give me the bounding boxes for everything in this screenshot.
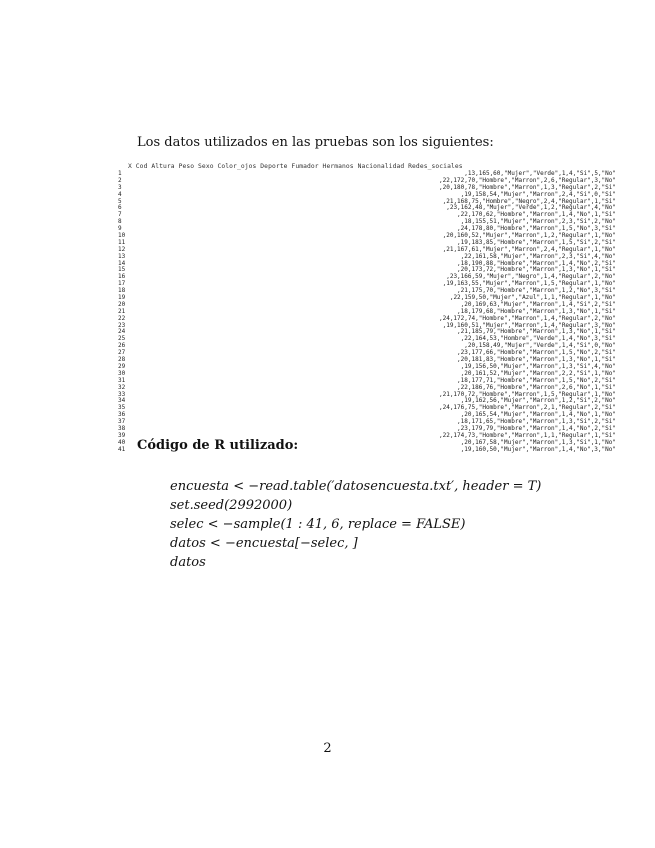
row-number: 22 [118, 314, 126, 322]
row-number: 6 [118, 204, 122, 212]
row-number: 13 [118, 252, 126, 260]
table-row: ,22,164,53,"Hombre","Verde",1,4,"No",3,"Si" [460, 335, 616, 343]
table-row: ,22,159,50,"Mujer","Azul",1,1,"Regular",1,"No" [449, 294, 616, 302]
row-number: 10 [118, 232, 126, 240]
table-row: ,20,160,52,"Mujer","Marron",1,2,"Regular",1,"No" [442, 232, 616, 240]
row-number: 21 [118, 307, 126, 315]
table-row: ,18,177,71,"Hombre","Marron",1,5,"No",2,"Si" [457, 376, 616, 384]
code-line [170, 496, 541, 515]
row-number: 29 [118, 362, 126, 370]
table-row: ,20,173,72,"Hombre","Marron",1,3,"No",1,"Si" [457, 266, 616, 274]
table-row: ,20,165,54,"Mujer","Marron",1,4,"No",1,"No" [460, 411, 616, 419]
code-rhs: read.table(′datosencuesta.txt′, header = T) [259, 479, 542, 494]
row-number: 17 [118, 280, 126, 288]
table-row: ,21,185,79,"Hombre","Marron",1,3,"No",1,"Si" [457, 328, 616, 336]
table-row: ,19,156,50,"Mujer","Marron",1,3,"Si",4,"No" [460, 362, 616, 370]
table-row: ,20,181,83,"Hombre","Marron",1,3,"No",1,"Si" [457, 356, 616, 364]
table-row: ,21,168,75,"Hombre","Negro",2,4,"Regular",1,"Si" [442, 197, 616, 205]
row-number: 30 [118, 369, 126, 377]
table-row: ,22,170,62,"Hombre","Marron",1,4,"No",1,"Si" [457, 211, 616, 219]
table-row: ,19,160,51,"Mujer","Marron",1,4,"Regular",3,"No" [442, 321, 616, 329]
code-rhs: sample(1 : 41, 6, replace = FALSE) [233, 517, 466, 532]
table-row: ,22,174,73,"Hombre","Marron",1,1,"Regular",1,"Si" [438, 431, 616, 439]
intro-paragraph: Los datos utilizados en las pruebas son los siguientes: [137, 135, 494, 150]
table-row: ,22,161,58,"Mujer","Marron",2,3,"Si",4,"No" [460, 252, 616, 260]
row-number: 32 [118, 383, 126, 391]
code-operator: < − [229, 479, 260, 494]
table-row: ,22,172,70,"Hombre","Marron",2,6,"Regular",3,"No" [438, 176, 616, 184]
table-row: ,20,161,52,"Mujer","Marron",2,2,"Si",1,"No" [460, 369, 616, 377]
table-row: ,19,163,55,"Mujer","Marron",1,5,"Regular",1,"No" [442, 280, 616, 288]
code-lhs: encuesta [170, 479, 230, 494]
row-number: 5 [118, 197, 122, 205]
code-operator: < − [205, 536, 236, 551]
code-line [170, 515, 541, 534]
row-number: 15 [118, 266, 126, 274]
table-row: ,24,178,80,"Hombre","Marron",1,5,"No",3,"Si" [457, 225, 616, 233]
row-number: 41 [118, 445, 126, 453]
code-line [170, 534, 541, 553]
table-row: ,18,155,51,"Mujer","Marron",2,3,"Si",2,"No" [460, 218, 616, 226]
code-lhs: selec [170, 517, 204, 532]
table-row: ,20,158,49,"Mujer","Verde",1,4,"Si",0,"No" [464, 342, 616, 350]
table-row: ,19,183,85,"Hombre","Marron",1,5,"Si",2,"Si" [457, 238, 616, 246]
table-header: X Cod Altura Peso Sexo Color_ojos Deporte Fumador Hermanos Nacionalidad Redes_sociales [128, 163, 463, 170]
table-row: ,21,175,70,"Hombre","Marron",1,2,"No",3,"Si" [457, 287, 616, 295]
code-line [170, 477, 541, 496]
table-row: ,20,169,63,"Mujer","Marron",1,4,"Si",2,"Si" [460, 300, 616, 308]
row-number: 3 [118, 183, 122, 191]
row-number: 33 [118, 390, 126, 398]
table-row: ,23,179,79,"Hombre","Marron",1,4,"No",2,"Si" [457, 424, 616, 432]
table-row: ,20,180,78,"Hombre","Marron",1,3,"Regular",2,"Si" [438, 183, 616, 191]
code-rhs: encuesta[−selec, ] [235, 536, 358, 551]
table-row: ,21,170,72,"Hombre","Marron",1,5,"Regular",1,"No" [438, 390, 616, 398]
row-number: 16 [118, 273, 126, 281]
row-number: 37 [118, 418, 126, 426]
table-row: ,19,162,56,"Mujer","Marron",1,2,"Si",2,"No" [460, 397, 616, 405]
row-number: 7 [118, 211, 122, 219]
table-row: ,19,158,54,"Mujer","Marron",2,4,"Si",0,"Si" [460, 190, 616, 198]
row-number: 4 [118, 190, 122, 198]
table-row: ,23,166,59,"Mujer","Negro",1,4,"Regular",2,"No" [446, 273, 616, 281]
row-number: 24 [118, 328, 126, 336]
table-row: ,22,186,76,"Hombre","Marron",2,6,"No",1,"Si" [457, 383, 616, 391]
table-row: ,23,177,66,"Hombre","Marron",1,5,"No",2,"Si" [457, 349, 616, 357]
row-number: 2 [118, 176, 122, 184]
table-row: ,18,190,88,"Hombre","Marron",1,4,"No",2,"Si" [457, 259, 616, 267]
row-number: 38 [118, 424, 126, 432]
row-number: 14 [118, 259, 126, 267]
row-number: 35 [118, 404, 126, 412]
table-row: ,23,162,48,"Mujer","Verde",1,2,"Regular",4,"No" [446, 204, 616, 212]
table-row: ,21,167,61,"Mujer","Marron",2,4,"Regular",1,"No" [442, 245, 616, 253]
row-number: 26 [118, 342, 126, 350]
code-lhs: datos [170, 555, 206, 570]
code-lhs: datos [170, 536, 206, 551]
row-number: 31 [118, 376, 126, 384]
table-row: ,18,171,65,"Hombre","Marron",1,3,"Si",2,"Si" [457, 418, 616, 426]
row-number: 28 [118, 356, 126, 364]
row-number: 25 [118, 335, 126, 343]
table-row: ,18,179,68,"Hombre","Marron",1,3,"No",1,"Si" [457, 307, 616, 315]
code-operator: < − [203, 517, 234, 532]
row-number: 11 [118, 238, 126, 246]
code-lhs: set.seed [170, 498, 225, 513]
row-number: 36 [118, 411, 126, 419]
row-number-column [118, 171, 130, 454]
row-number: 12 [118, 245, 126, 253]
row-number: 20 [118, 300, 126, 308]
code-heading: Código de R utilizado: [137, 438, 299, 453]
row-number: 39 [118, 431, 126, 439]
row-number: 18 [118, 287, 126, 295]
row-data-column [439, 171, 616, 454]
table-row: ,13,165,60,"Mujer","Verde",1,4,"Si",5,"No" [464, 170, 616, 177]
row-number: 19 [118, 294, 126, 302]
page-number: 2 [323, 741, 332, 756]
row-number: 8 [118, 218, 122, 226]
row-number: 40 [118, 438, 126, 446]
r-code-block [170, 477, 541, 572]
code-rhs: (2992000) [224, 498, 293, 513]
row-number: 34 [118, 397, 126, 405]
table-row: ,24,176,75,"Hombre","Marron",2,1,"Regular",2,"Si" [438, 404, 616, 412]
row-number: 1 [118, 170, 122, 177]
table-row: ,24,172,74,"Hombre","Marron",1,4,"Regular",2,"No" [438, 314, 616, 322]
table-row: ,20,167,58,"Mujer","Marron",1,3,"Si",1,"No" [460, 438, 616, 446]
row-number: 23 [118, 321, 126, 329]
row-number: 9 [118, 225, 122, 233]
table-row: ,19,160,50,"Mujer","Marron",1,4,"No",3,"No" [460, 445, 616, 453]
row-number: 27 [118, 349, 126, 357]
code-line [170, 553, 541, 572]
